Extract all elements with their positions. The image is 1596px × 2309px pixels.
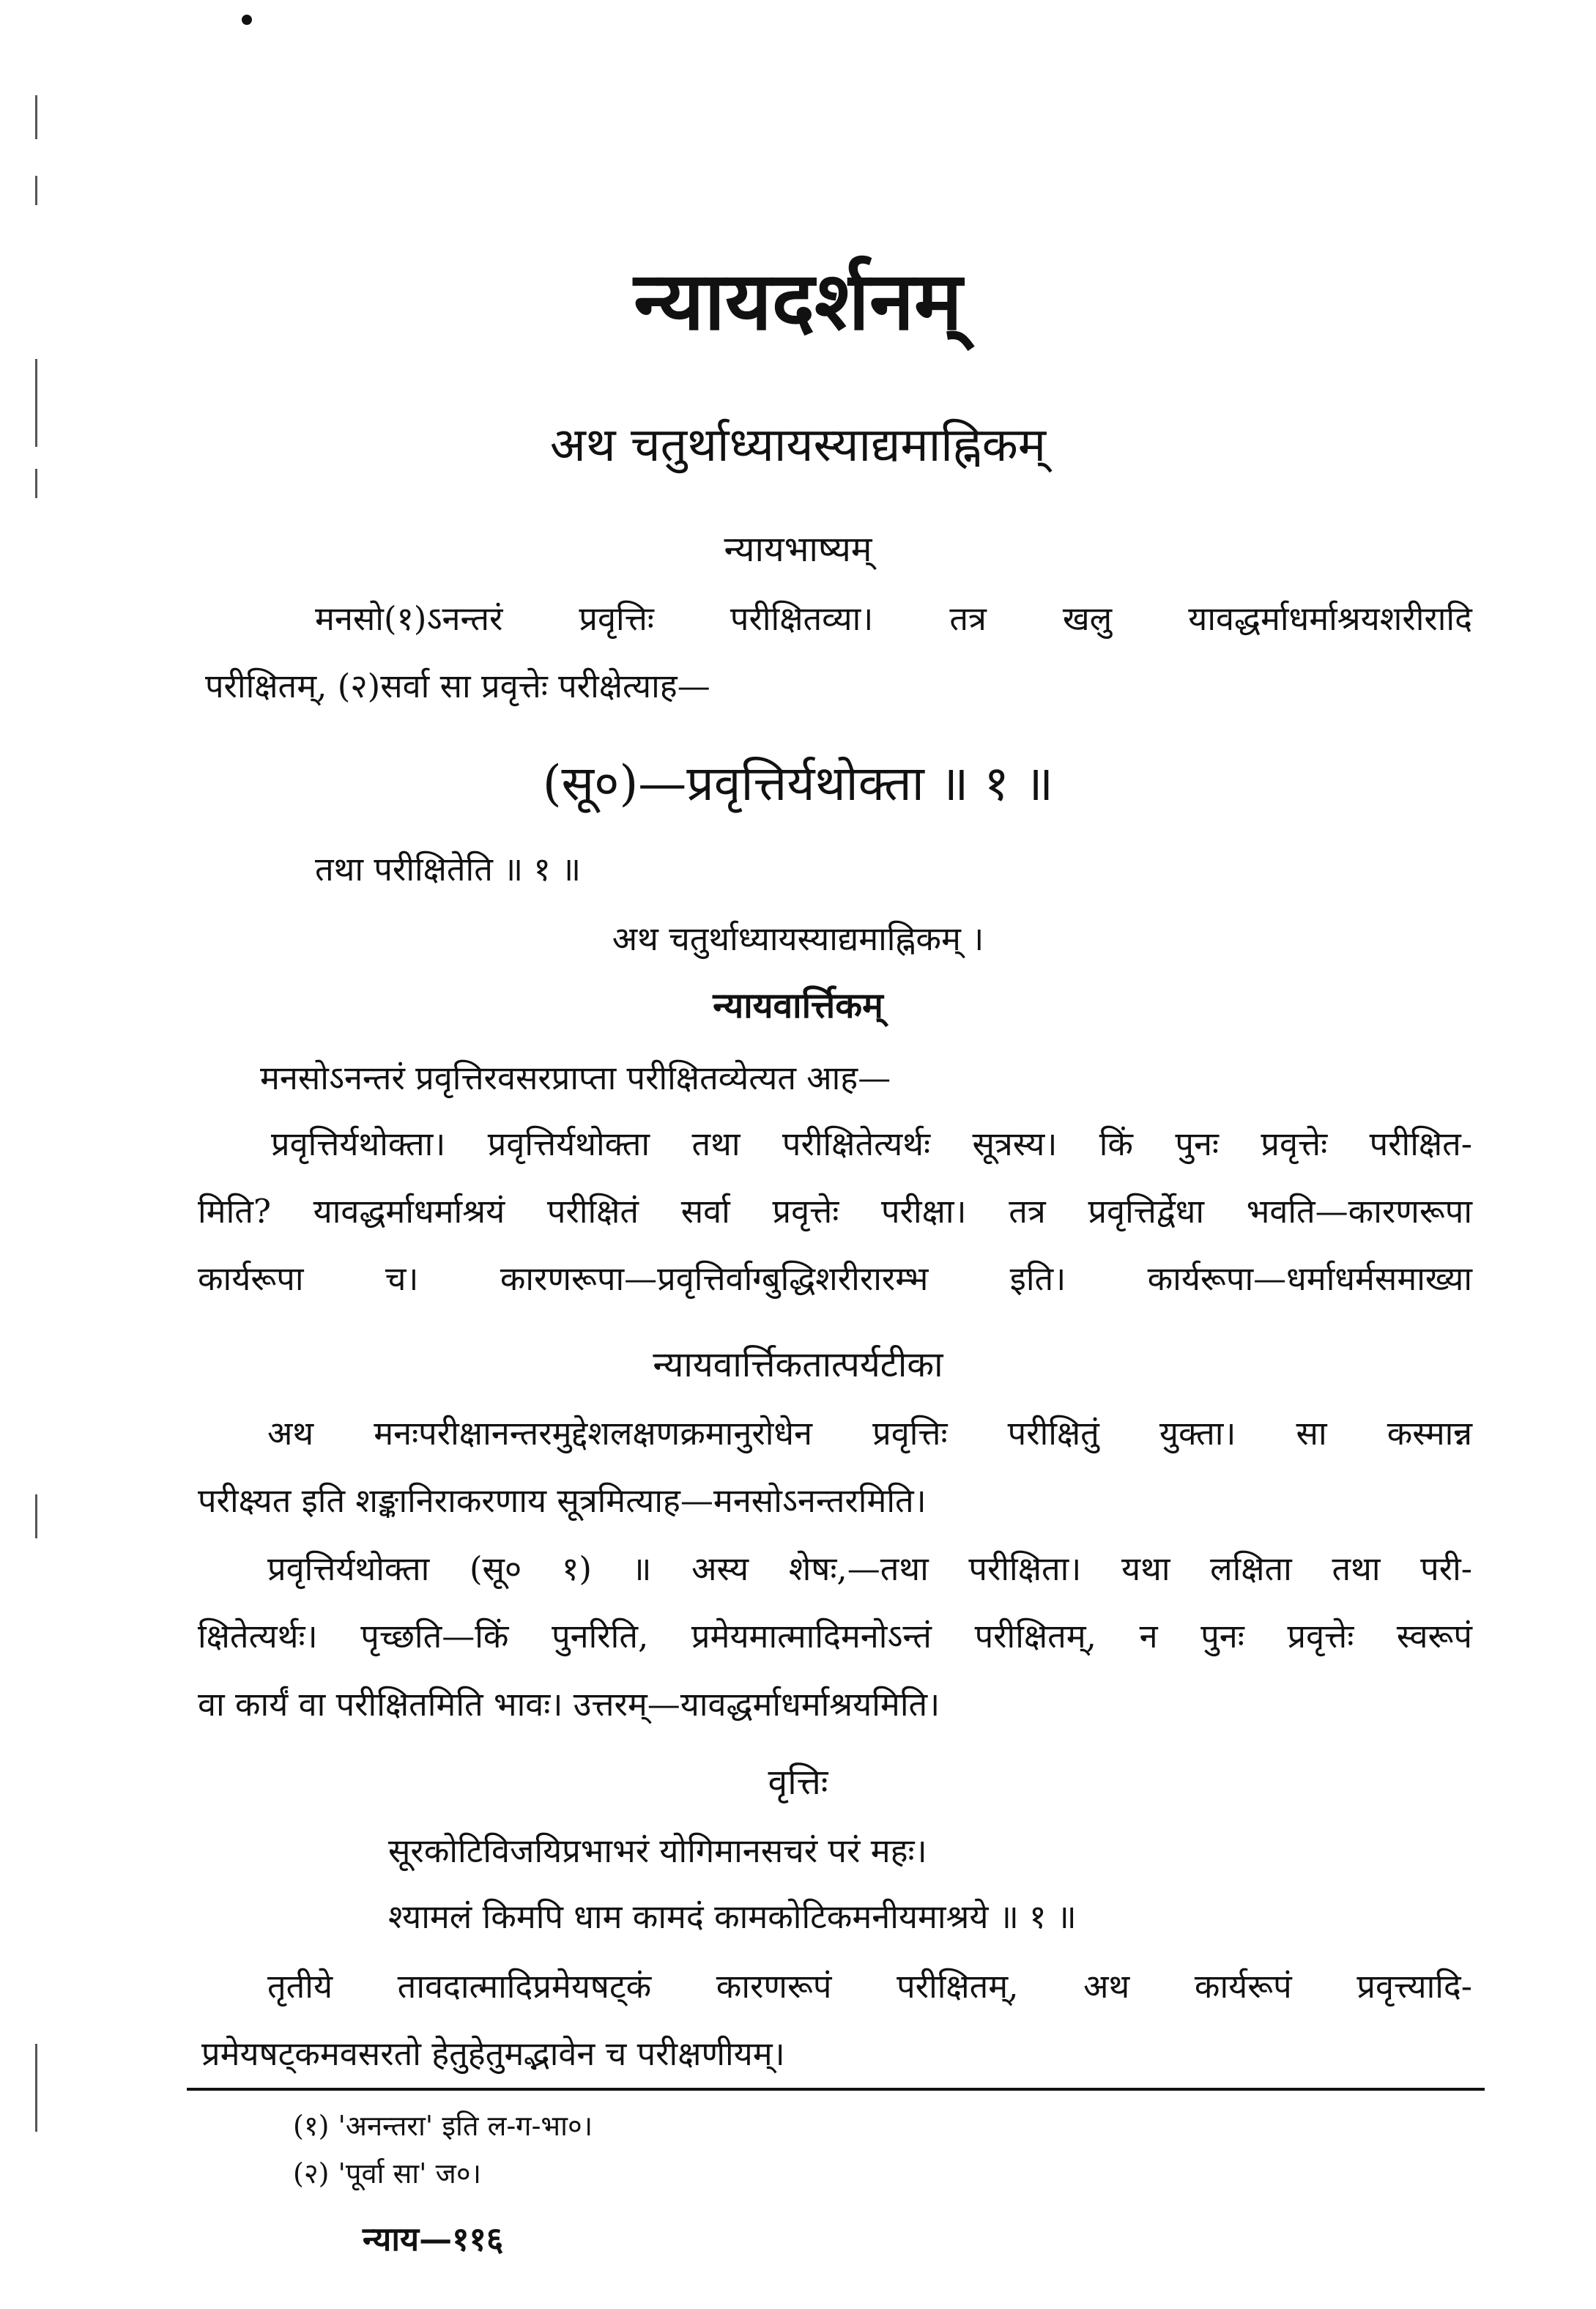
sutra-line: (सू०)—प्रवृत्तिर्यथोक्ता ॥ १ ॥: [542, 755, 1054, 812]
vritti-verse-line: सूरकोटिविजयिप्रभाभरं योगिमानसचरं परं महः।: [388, 1831, 927, 1870]
vartika-intro: अथ चतुर्थाध्यायस्याद्यमाह्निकम् ।: [612, 919, 984, 958]
margin-mark: [35, 2044, 37, 2132]
footnote-divider: [187, 2088, 1485, 2091]
section-heading-vritti: वृत्तिः: [768, 1762, 828, 1803]
section-heading-vartika: न्यायवार्त्तिकम्: [713, 985, 883, 1026]
section-heading-tatparya: न्यायवार्त्तिकतात्पर्यटीका: [653, 1344, 943, 1385]
vartika-line: कार्यरूपा च। कारणरूपा—प्रवृत्तिर्वाग्बुद्धिशरीरारम्भ इति। कार्यरूपा—धर्माधर्मसमाख्या: [198, 1259, 1472, 1298]
page-title: न्यायदर्शनम्: [634, 253, 962, 348]
vritti-verse-line: श्यामलं किमपि धाम कामदं कामकोटिकमनीयमाश्रये ॥ १ ॥: [388, 1897, 1077, 1936]
ink-speck: [242, 15, 252, 25]
footnote: (१) 'अनन्तरा' इति ल-ग-भा०।: [293, 2110, 593, 2142]
margin-mark: [35, 1494, 37, 1538]
vartika-line: मिति? यावद्धर्माधर्माश्रयं परीक्षितं सर्वा प्रवृत्तेः परीक्षा। तत्र प्रवृत्तिर्द्वेधा भवति—कारणरूपा: [198, 1192, 1472, 1231]
tatparya-line: क्षितेत्यर्थः। पृच्छति—किं पुनरिति, प्रमेयमात्मादिमनोऽन्तं परीक्षितम्, न पुनः प्रवृत्तेः स्वरूपं: [198, 1617, 1472, 1656]
vartika-line: प्रवृत्तिर्यथोक्ता। प्रवृत्तिर्यथोक्ता तथा परीक्षितेत्यर्थः सूत्रस्य। किं पुनः प्रवृत्तेः परीक्षित-: [271, 1124, 1472, 1163]
tatparya-line: प्रवृत्तिर्यथोक्ता (सू० १) ॥ अस्य शेषः,—तथा परीक्षिता। यथा लक्षिता तथा परी-: [267, 1549, 1472, 1588]
page-subtitle: अथ चतुर्थाध्यायस्याद्यमाह्निकम्: [549, 418, 1047, 472]
tatparya-line: अथ मनःपरीक्षानन्तरमुद्देशलक्षणक्रमानुरोधेन प्रवृत्तिः परीक्षितुं युक्ता। सा कस्मान्न: [267, 1414, 1472, 1453]
tatparya-line: वा कार्यं वा परीक्षितमिति भावः। उत्तरम्—यावद्धर्माधर्माश्रयमिति।: [198, 1685, 940, 1724]
vartika-line: मनसोऽनन्तरं प्रवृत्तिरवसरप्राप्ता परीक्षितव्येत्यत आह—: [260, 1059, 891, 1097]
signature-mark: न्याय—११६: [363, 2220, 504, 2258]
vritti-line: तृतीये तावदात्मादिप्रमेयषट्कं कारणरूपं परीक्षितम्, अथ कार्यरूपं प्रवृत्त्यादि-: [267, 1967, 1472, 2006]
margin-mark: [35, 176, 37, 205]
section-heading-bhashya: न्यायभाष्यम्: [724, 529, 872, 570]
footnote: (२) 'पूर्वा सा' ज०।: [293, 2157, 481, 2190]
bhashya-line: मनसो(१)ऽनन्तरं प्रवृत्तिः परीक्षितव्या। तत्र खलु यावद्धर्माधर्माश्रयशरीरादि: [315, 599, 1472, 638]
bhashya-line: परीक्षितम्, (२)सर्वा सा प्रवृत्तेः परीक्षेत्याह—: [205, 667, 710, 705]
bhashya-after: तथा परीक्षितेति ॥ १ ॥: [315, 850, 582, 889]
vritti-line: प्रमेयषट्कमवसरतो हेतुहेतुमद्भावेन च परीक्षणीयम्।: [201, 2034, 785, 2073]
margin-mark: [35, 95, 37, 139]
tatparya-line: परीक्ष्यत इति शङ्कानिराकरणाय सूत्रमित्याह—मनसोऽनन्तरमिति।: [198, 1481, 927, 1520]
